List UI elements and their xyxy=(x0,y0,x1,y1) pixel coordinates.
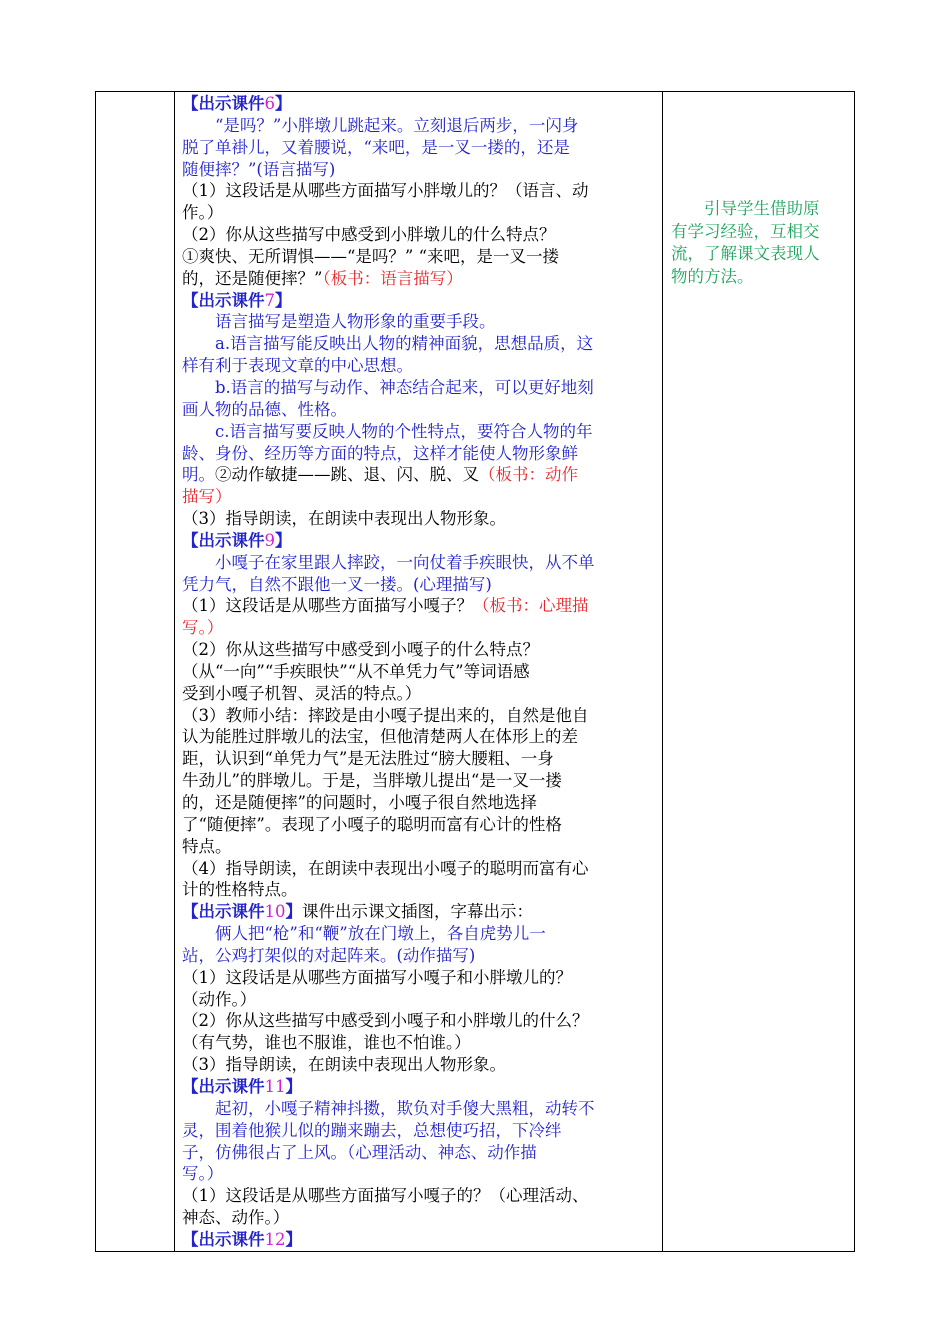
text-line xyxy=(182,268,660,290)
text-line xyxy=(182,858,660,880)
text-line xyxy=(182,683,660,705)
text-segment: 龄、身份、经历等方面的特点，这样才能使人物形象鲜 xyxy=(182,443,578,463)
design-note-line: 有学习经验，互相交 xyxy=(671,221,820,241)
text-segment: 脱了单褂儿，又着腰说，“来吧，是一叉一搂的，还是 xyxy=(182,137,570,157)
text-line xyxy=(182,137,660,159)
courseware-label: 【出示课件 xyxy=(182,290,265,310)
text-line xyxy=(182,180,660,202)
text-segment: （3）指导朗读，在朗读中表现出人物形象。 xyxy=(182,1055,506,1075)
text-segment: c.语言描写要反映人物的个性特点，要符合人物的年 xyxy=(215,421,593,441)
text-line xyxy=(182,814,660,836)
courseware-label: 7 xyxy=(264,290,275,310)
text-line xyxy=(182,1163,660,1185)
text-line xyxy=(182,989,660,1011)
column-divider-2 xyxy=(662,92,663,1251)
text-segment: （板书：心理描 xyxy=(473,596,589,616)
text-segment: a.语言描写能反映出人物的精神面貌，思想品质，这 xyxy=(215,334,594,354)
text-segment: （1）这段话是从哪些方面描写小嘎子的？（心理活动、 xyxy=(182,1186,589,1206)
text-segment: 描写） xyxy=(182,487,232,507)
text-segment: 特点。 xyxy=(182,836,232,856)
lesson-table xyxy=(95,91,855,1252)
text-segment: 写。） xyxy=(182,1164,224,1184)
text-segment: （从“一向”“手疾眼快”“从不单凭力气”等词语感 xyxy=(182,661,530,681)
text-line xyxy=(182,1207,660,1229)
text-line xyxy=(182,836,660,858)
courseware-label: 】 xyxy=(285,1076,302,1096)
text-segment: 的，还是随便摔？” xyxy=(182,268,323,288)
text-line xyxy=(182,574,660,596)
design-note-line: 引导学生借助原 xyxy=(671,199,820,218)
text-line xyxy=(182,93,660,115)
text-line xyxy=(182,202,660,224)
text-segment: （2）你从这些描写中感受到小嘎子和小胖墩儿的什么？ xyxy=(182,1011,589,1031)
text-line xyxy=(182,399,660,421)
design-note-line: 流，了解课文表现人 xyxy=(671,244,820,263)
text-segment: 了“随便摔”。表现了小嘎子的聪明而富有心计的性格 xyxy=(182,814,562,834)
text-segment: 作。） xyxy=(182,203,224,223)
text-segment: 课件出示课文插图，字幕出示： xyxy=(302,902,533,922)
text-line xyxy=(182,661,660,683)
text-segment: 样有利于表现文章的中心思想。 xyxy=(182,356,413,376)
courseware-label: 】 xyxy=(285,902,302,922)
text-line xyxy=(182,1054,660,1076)
courseware-label: 【出示课件 xyxy=(182,1229,265,1249)
text-line xyxy=(182,333,660,355)
text-segment: “是吗？”小胖墩儿跳起来。立刻退后两步，一闪身 xyxy=(215,115,579,135)
text-segment: （3）教师小结：摔跤是由小嘎子提出来的，自然是他自 xyxy=(182,705,589,725)
text-segment: 随便摔？”(语言描写) xyxy=(182,159,336,179)
text-line xyxy=(182,923,660,945)
text-line xyxy=(182,421,660,443)
text-segment: 明。 xyxy=(182,465,215,485)
text-line xyxy=(182,1032,660,1054)
text-segment: 牛劲儿”的胖墩儿。于是，当胖墩儿提出“是一叉一搂 xyxy=(182,771,562,791)
column-divider-1 xyxy=(174,92,175,1251)
courseware-label: 【出示课件 xyxy=(182,530,265,550)
text-segment: 的，还是随便摔”的问题时，小嘎子很自然地选择 xyxy=(182,793,537,812)
text-segment: （有气势，谁也不服谁，谁也不怕谁。） xyxy=(182,1033,471,1053)
courseware-label: 11 xyxy=(264,1076,286,1096)
text-line xyxy=(182,115,660,137)
text-line xyxy=(182,1185,660,1207)
text-segment: 子，仿佛很占了上风。（心理活动、神态、动作描 xyxy=(182,1142,537,1162)
text-line xyxy=(182,617,660,639)
text-segment: （板书：语言描写） xyxy=(322,268,463,288)
courseware-label: 】 xyxy=(285,1229,302,1249)
text-line xyxy=(182,508,660,530)
text-segment: （3）指导朗读，在朗读中表现出人物形象。 xyxy=(182,509,506,529)
text-line xyxy=(182,290,660,312)
text-segment: 受到小嘎子机智、灵活的特点。） xyxy=(182,683,422,703)
text-line xyxy=(182,945,660,967)
text-line xyxy=(182,1229,660,1251)
text-segment: （4）指导朗读，在朗读中表现出小嘎子的聪明而富有心 xyxy=(182,858,589,878)
text-line xyxy=(182,792,660,814)
text-line xyxy=(182,879,660,901)
text-segment: 凭力气，自然不跟他一叉一搂。(心理描写) xyxy=(182,574,492,594)
text-segment: （1）这段话是从哪些方面描写小嘎子？ xyxy=(182,596,473,616)
text-line xyxy=(182,1076,660,1098)
text-line xyxy=(182,639,660,661)
teaching-process-cell xyxy=(182,93,660,1251)
text-line xyxy=(182,464,660,486)
design-intent-cell xyxy=(671,198,851,288)
text-line xyxy=(182,726,660,748)
text-line xyxy=(182,748,660,770)
text-segment: 写。） xyxy=(182,618,224,638)
text-line xyxy=(182,1120,660,1142)
design-note-line: 物的方法。 xyxy=(671,266,754,286)
courseware-label: 12 xyxy=(264,1229,286,1249)
text-segment: ②动作敏捷——跳、退、闪、脱、叉 xyxy=(215,465,479,485)
text-line xyxy=(182,1098,660,1120)
text-line xyxy=(182,246,660,268)
text-segment: 小嘎子在家里跟人摔跤，一向仗着手疾眼快，从不单 xyxy=(215,552,595,572)
text-segment: 画人物的品德、性格。 xyxy=(182,399,347,419)
text-line xyxy=(182,705,660,727)
courseware-label: 10 xyxy=(264,902,286,922)
text-segment: （动作。） xyxy=(182,989,257,1009)
text-segment: b.语言的描写与动作、神态结合起来，可以更好地刻 xyxy=(215,377,594,397)
text-line xyxy=(182,355,660,377)
text-line xyxy=(182,1010,660,1032)
text-line xyxy=(182,159,660,181)
text-segment: 认为能胜过胖墩儿的法宝，但他清楚两人在体形上的差 xyxy=(182,727,578,747)
text-line xyxy=(182,901,660,923)
courseware-label: 】 xyxy=(275,94,292,113)
text-segment: （2）你从这些描写中感受到小胖墩儿的什么特点？ xyxy=(182,225,556,245)
text-segment: 起初，小嘎子精神抖擞，欺负对手傻大黑粗，动转不 xyxy=(215,1098,595,1118)
courseware-label: 【出示课件 xyxy=(182,902,265,922)
text-segment: 计的性格特点。 xyxy=(182,880,298,900)
courseware-label: 】 xyxy=(275,290,292,310)
text-line xyxy=(182,552,660,574)
text-segment: （1）这段话是从哪些方面描写小嘎子和小胖墩儿的？ xyxy=(182,967,572,987)
courseware-label: 6 xyxy=(264,94,275,113)
courseware-label: 【出示课件 xyxy=(182,94,265,113)
text-segment: （2）你从这些描写中感受到小嘎子的什么特点？ xyxy=(182,640,539,660)
text-line xyxy=(182,486,660,508)
text-segment: （1）这段话是从哪些方面描写小胖墩儿的？（语言、动 xyxy=(182,181,589,201)
text-segment: 距，认识到“单凭力气”是无法胜过“膀大腰粗、一身 xyxy=(182,749,554,769)
text-line xyxy=(182,967,660,989)
text-segment: ①爽快、无所谓惧——“是吗？” “来吧，是一叉一搂 xyxy=(182,246,560,266)
text-line xyxy=(182,530,660,552)
text-segment: 灵，围着他猴儿似的蹦来蹦去，总想使巧招，下冷绊 xyxy=(182,1120,562,1140)
courseware-label: 9 xyxy=(264,530,275,550)
text-line xyxy=(182,443,660,465)
text-line xyxy=(182,311,660,333)
text-line xyxy=(182,224,660,246)
text-segment: 俩人把“枪”和“鞭”放在门墩上，各自虎势儿一 xyxy=(215,924,546,944)
text-segment: 语言描写是塑造人物形象的重要手段。 xyxy=(215,312,496,332)
text-line xyxy=(182,377,660,399)
courseware-label: 】 xyxy=(275,530,292,550)
text-segment: 神态、动作。） xyxy=(182,1208,290,1228)
text-segment: 站，公鸡打架似的对起阵来。(动作描写) xyxy=(182,945,476,965)
text-line xyxy=(182,1142,660,1164)
courseware-label: 【出示课件 xyxy=(182,1076,265,1096)
text-line xyxy=(182,770,660,792)
text-segment: （板书：动作 xyxy=(479,465,578,485)
text-line xyxy=(182,595,660,617)
